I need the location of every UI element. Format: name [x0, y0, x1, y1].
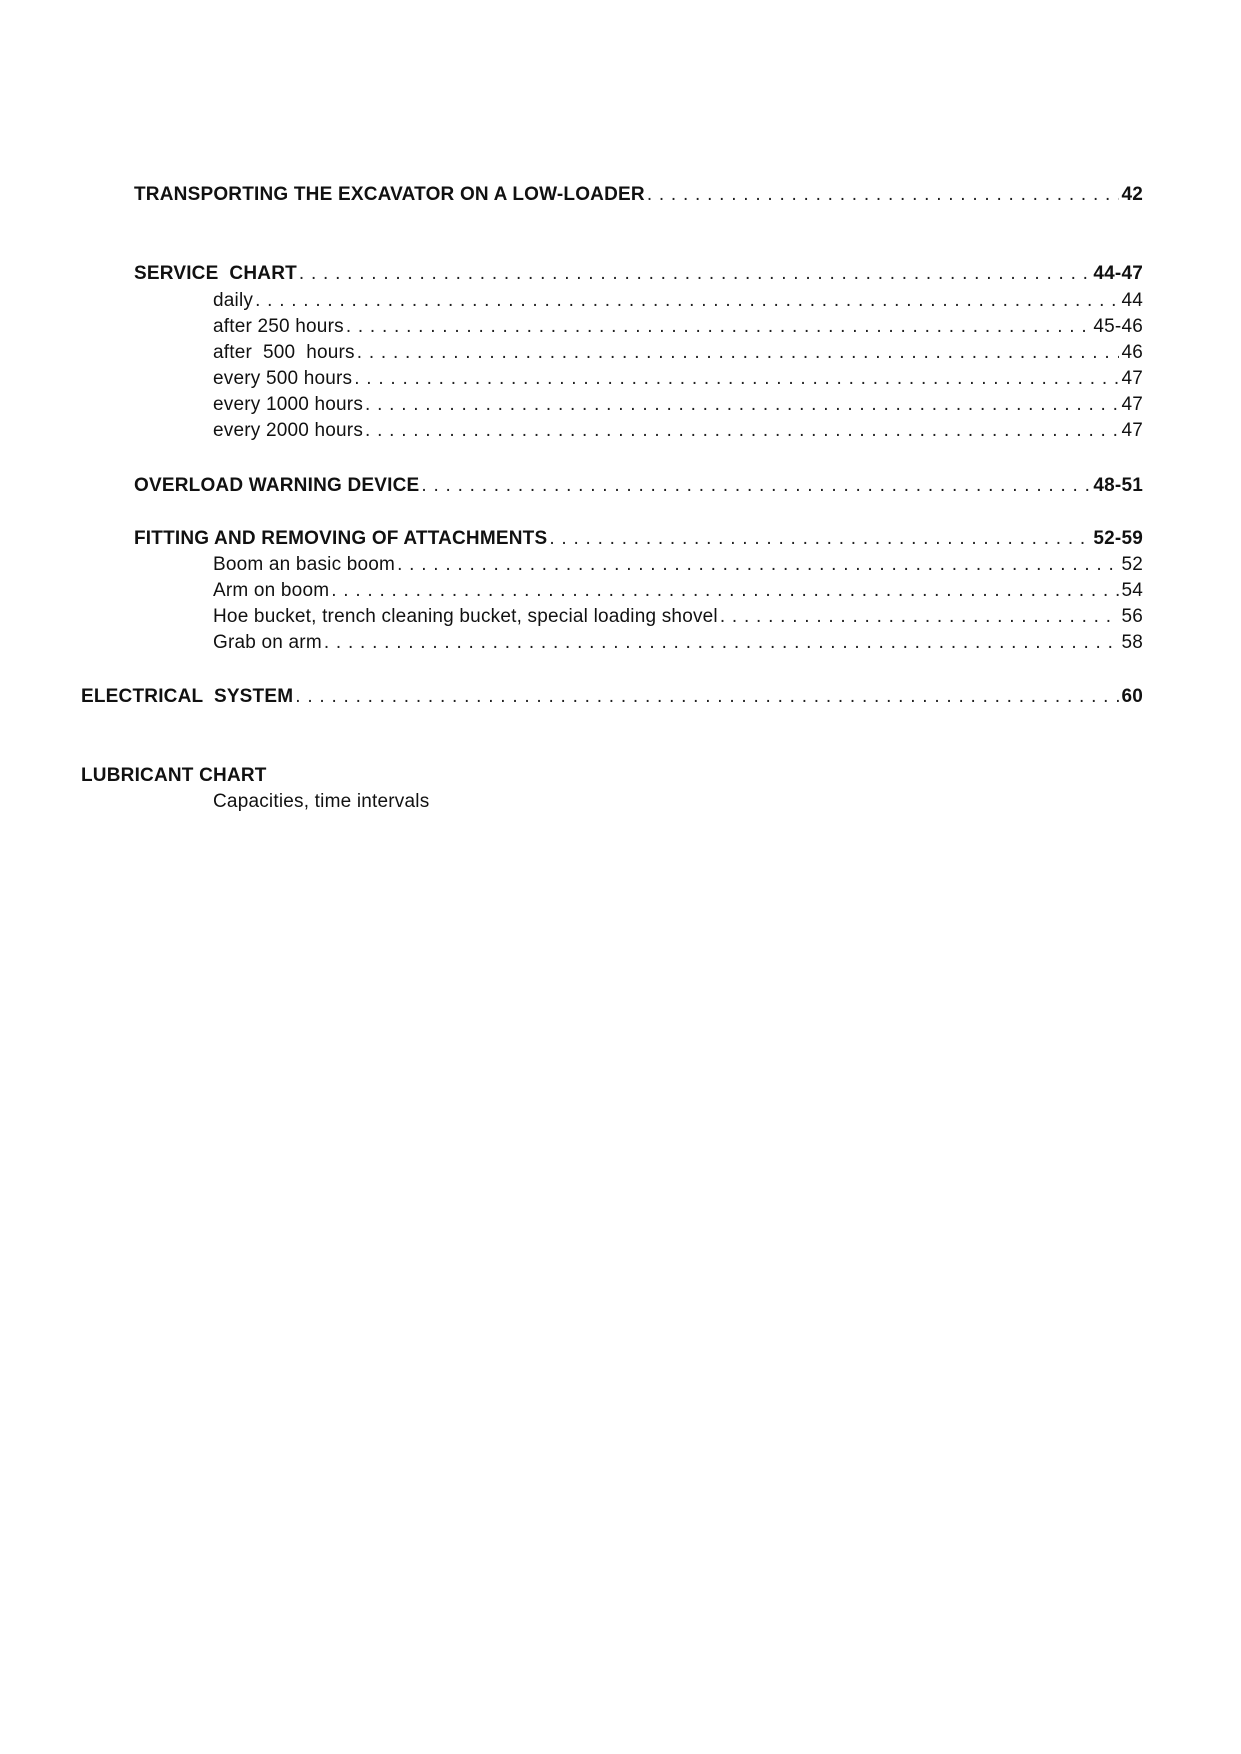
toc-entry-label: daily: [213, 290, 254, 311]
toc-subentry-boom: [213, 553, 1143, 577]
toc-entry-page: 48-51: [1093, 475, 1143, 496]
toc-entry-label: Hoe bucket, trench cleaning bucket, special loading shovel: [213, 606, 718, 627]
toc-subentry-capacities: Capacities, time intervals: [213, 791, 430, 812]
toc-leader-dots: [647, 183, 1120, 207]
toc-leader-dots: [346, 315, 1092, 339]
toc-entry-page: 47: [1121, 368, 1143, 389]
toc-entry-transporting: [134, 183, 1143, 207]
toc-entry-page: 58: [1121, 632, 1143, 653]
toc-entry-page: 47: [1121, 420, 1143, 441]
toc-subentry-hoe-bucket: [213, 605, 1143, 629]
toc-entry-page: 52-59: [1093, 528, 1143, 549]
toc-entry-label: ELECTRICAL SYSTEM: [81, 686, 294, 707]
toc-entry-label: every 2000 hours: [213, 420, 364, 441]
toc-entry-service-chart: [134, 262, 1143, 286]
toc-entry-page: 54: [1121, 580, 1143, 601]
toc-entry-page: 47: [1121, 394, 1143, 415]
toc-entry-page: 60: [1121, 686, 1143, 707]
toc-entry-page: 44-47: [1093, 263, 1143, 284]
toc-entry-page: 46: [1121, 342, 1143, 363]
toc-entry-label: Boom an basic boom: [213, 554, 396, 575]
toc-leader-dots: [421, 474, 1091, 498]
toc-entry-label: SERVICE CHART: [134, 263, 297, 284]
toc-entry-label: Arm on boom: [213, 580, 330, 601]
toc-subentry-grab-on-arm: [213, 631, 1143, 655]
toc-leader-dots: [357, 341, 1120, 365]
toc-leader-dots: [365, 419, 1119, 443]
toc-subentry-after-250-hours: [213, 315, 1143, 339]
toc-leader-dots: [397, 553, 1119, 577]
toc-subentry-every-1000-hours: [213, 393, 1143, 417]
toc-entry-label: TRANSPORTING THE EXCAVATOR ON A LOW-LOADER: [134, 184, 645, 205]
toc-entry-label: OVERLOAD WARNING DEVICE: [134, 475, 420, 496]
toc-entry-page: 52: [1121, 554, 1143, 575]
toc-leader-dots: [720, 605, 1120, 629]
toc-entry-page: 45-46: [1093, 316, 1143, 337]
toc-entry-page: 44: [1121, 290, 1143, 311]
toc-leader-dots: [331, 579, 1119, 603]
toc-subentry-every-2000-hours: [213, 419, 1143, 443]
toc-entry-attachments: [134, 527, 1143, 551]
toc-entry-lubricant-chart: LUBRICANT CHART: [81, 765, 267, 786]
toc-leader-dots: [324, 631, 1120, 655]
toc-subentry-daily: [213, 289, 1143, 313]
toc-leader-dots: [299, 262, 1091, 286]
toc-leader-dots: [295, 685, 1119, 709]
toc-subentry-after-500-hours: [213, 341, 1143, 365]
toc-entry-label: after 250 hours: [213, 316, 344, 337]
toc-entry-page: 56: [1121, 606, 1143, 627]
toc-subentry-every-500-hours: [213, 367, 1143, 391]
toc-entry-overload-warning-device: [134, 474, 1143, 498]
toc-leader-dots: [354, 367, 1119, 391]
toc-entry-page: 42: [1121, 184, 1143, 205]
toc-entry-label: Grab on arm: [213, 632, 322, 653]
toc-subentry-arm-on-boom: [213, 579, 1143, 603]
toc-entry-electrical-system: [81, 685, 1143, 709]
toc-entry-label: FITTING AND REMOVING OF ATTACHMENTS: [134, 528, 548, 549]
toc-entry-label: every 500 hours: [213, 368, 353, 389]
toc-entry-label: after 500 hours: [213, 342, 355, 363]
toc-entry-label: every 1000 hours: [213, 394, 364, 415]
toc-leader-dots: [255, 289, 1119, 313]
toc-leader-dots: [549, 527, 1091, 551]
toc-leader-dots: [365, 393, 1119, 417]
